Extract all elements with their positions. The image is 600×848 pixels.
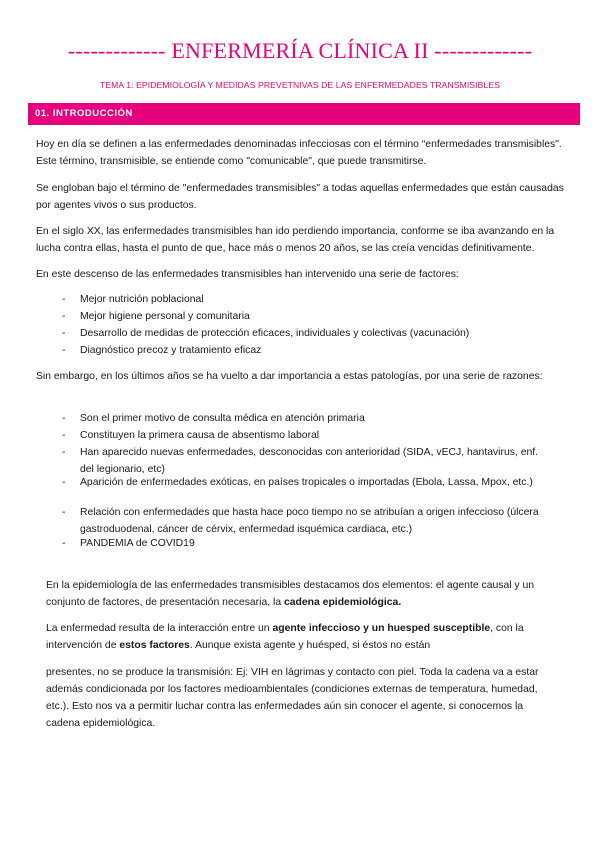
list-item: - PANDEMIA de COVID19 <box>80 535 550 552</box>
document-title: ------------- ENFERMERÍA CLÍNICA II ------------- <box>67 38 533 63</box>
key-term-factores: estos factores <box>119 640 190 651</box>
key-term-cadena: cadena epidemiológica. <box>283 597 402 608</box>
list-dash: - <box>62 477 66 488</box>
list-item: - Desarrollo de medidas de protección eficaces, individuales y colectivas (vacunación) <box>80 325 550 342</box>
list-item: - Son el primer motivo de consulta médica en atención primaria <box>80 410 550 427</box>
paragraph-reasons: Sin embargo, en los últimos años se ha vuelto a dar importancia a estas patologías, por una serie de razones: <box>36 371 543 382</box>
key-term-agente-huesped: agente infeccioso y un huesped susceptible <box>272 623 491 634</box>
list-dash: - <box>62 507 66 518</box>
list-dash: - <box>62 311 66 322</box>
list-dash: - <box>62 538 66 549</box>
list-item: - Diagnóstico precoz y tratamiento eficaz <box>80 342 550 359</box>
list-dash: - <box>62 294 66 305</box>
paragraph-intro: Hoy en día se definen a las enfermedades denominadas infecciosas con el término “enfermedades transmisibles". Este término, transmisible, se entiende como "comunicable", que puede transmitirse. <box>36 139 562 167</box>
paragraph-history: En el siglo XX, las enfermedades transmisibles han ido perdiendo importancia, conforme se iba avanzando en la lucha contra ellas, hasta el punto de que, hace más o menos 20 años, se las creía vencidas definitivamente. <box>36 226 555 254</box>
list-item: - Aparición de enfermedades exóticas, en países tropicales o importadas (Ebola, Lassa, Mpox, etc.) <box>80 474 550 491</box>
section-header <box>28 103 580 125</box>
paragraph-transmission: presentes, no se produce la transmisión: Ej: VIH en lágrimas y contacto con piel. Toda la cadena va a estar además condicionada por los factores medioambientales (condiciones externas de temperatura, humedad, etc.). Esto nos va a permitir luchar contra las enfermedades aún sin conocer el agente, si conocemos la cadena epidemiológica. <box>46 667 539 729</box>
list-dash: - <box>62 413 66 424</box>
list-item: - Han aparecido nuevas enfermedades, desconocidas con anterioridad (SIDA, vECJ, hantavirus, enf. del legionario, etc) <box>80 444 550 478</box>
list-dash: - <box>62 430 66 441</box>
list-dash: - <box>62 328 66 339</box>
paragraph-interaction: La enfermedad resulta de la interacción entre un agente infeccioso y un huesped susceptible, con la intervención de estos factores. Aunque exista agente y huésped, si éstos no están <box>46 623 524 651</box>
list-dash: - <box>62 447 66 458</box>
list-item: - Mejor nutrición poblacional <box>80 291 550 308</box>
paragraph-factors: En este descenso de las enfermedades transmisibles han intervenido una serie de factores: <box>36 269 459 280</box>
list-item: - Relación con enfermedades que hasta hace poco tiempo no se atribuían a origen infeccioso (úlcera gastroduodenal, cáncer de cérvix, enfermedad isquémica cardiaca, etc.) <box>80 504 550 538</box>
list-dash: - <box>62 345 66 356</box>
document-subtitle: TEMA 1: EPIDEMIOLOGÍA Y MEDIDAS PREVETNIVAS DE LAS ENFERMEDADES TRANSMISIBLES <box>99 80 501 90</box>
paragraph-epidemiology: En la epidemiología de las enfermedades transmisibles destacamos dos elementos: el agente causal y un conjunto de factores, de presentación necesaria, la cadena epidemiológica. <box>46 580 535 608</box>
list-item: - Mejor higiene personal y comunitaria <box>80 308 550 325</box>
paragraph-definition: Se engloban bajo el término de "enfermedades transmisibles" a todas aquellas enfermedades que están causadas por agentes vivos o sus productos. <box>36 183 564 211</box>
list-item: - Constituyen la primera causa de absentismo laboral <box>80 427 550 444</box>
section-title: 01. INTRODUCCIÓN <box>35 108 133 119</box>
